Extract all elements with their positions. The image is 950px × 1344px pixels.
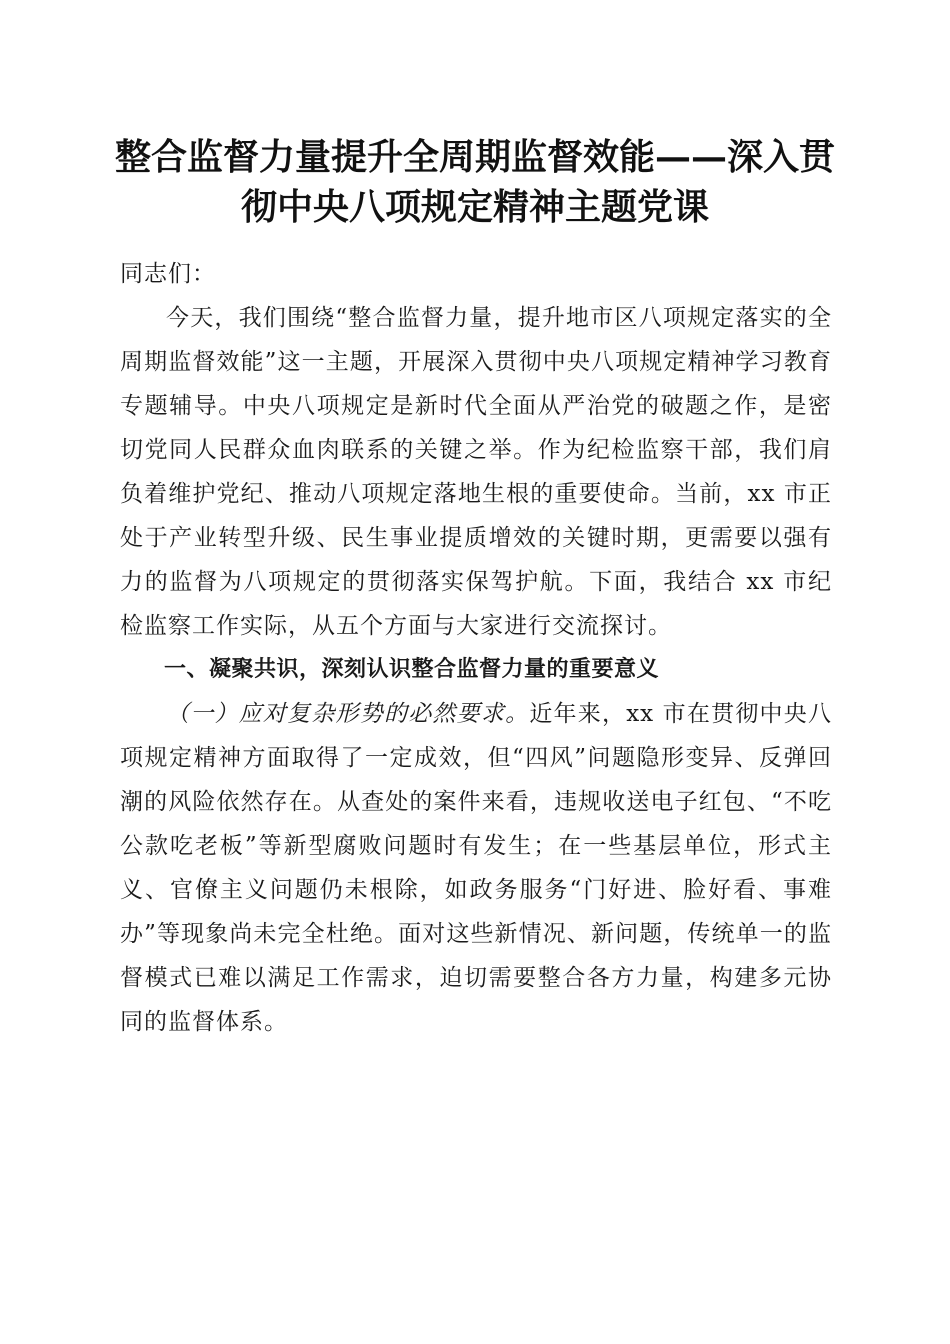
title-line-1: 整合监督力量提升全周期监督效能——深入贯 xyxy=(114,136,835,178)
salutation: 同志们： xyxy=(120,261,216,287)
document-body xyxy=(120,252,832,1044)
document-title xyxy=(100,132,850,232)
section-1-sub-1-text: 近年来，xx 市在贯彻中央八项规定精神方面取得了一定成效，但“四风”问题隐形变异、反弹回潮的风险依然存在。从查处的案件来看，违规收送电子红包、“不吃公款吃老板”等新型腐败问题时有发生；在一些基层单位，形式主义、官僚主义问题仍未根除，如政务服务“门好进、脸好看、事难办”等现象尚未完全杜绝。面对这些新情况、新问题，传统单一的监督模式已难以满足工作需求，迫切需要整合各方力量，构建多元协同的监督体系。 xyxy=(120,701,832,1035)
intro-paragraph: 今天，我们围绕“整合监督力量，提升地市区八项规定落实的全周期监督效能”这一主题，开展深入贯彻中央八项规定精神学习教育专题辅导。中央八项规定是新时代全面从严治党的破题之作，是密切党同人民群众血肉联系的关键之举。作为纪检监察干部，我们肩负着维护党纪、推动八项规定落地生根的重要使命。当前，xx 市正处于产业转型升级、民生事业提质增效的关键时期，更需要以强有力的监督为八项规定的贯彻落实保驾护航。下面，我结合 xx 市纪检监察工作实际，从五个方面与大家进行交流探讨。 xyxy=(120,305,832,639)
title-line-2: 彻中央八项规定精神主题党课 xyxy=(240,186,709,228)
section-1-sub-1-lead: （一）应对复杂形势的必然要求。 xyxy=(166,701,530,727)
section-1-sub-1-paragraph xyxy=(120,692,832,1044)
section-1-heading: 一、凝聚共识，深刻认识整合监督力量的重要意义 xyxy=(164,657,660,682)
